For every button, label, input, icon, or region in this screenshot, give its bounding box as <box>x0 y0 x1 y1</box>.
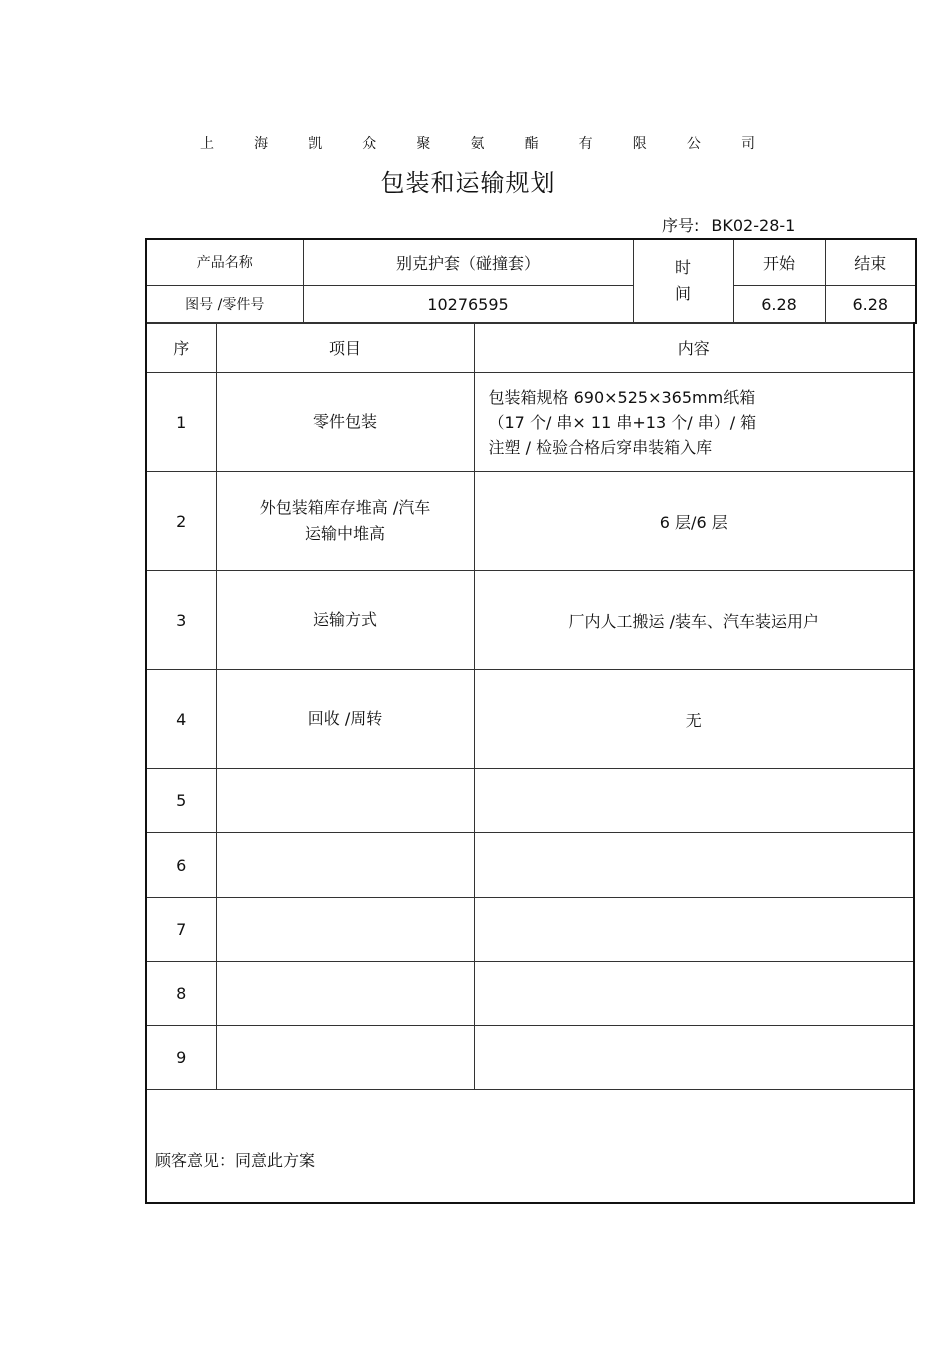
company-char: 司 <box>740 136 755 152</box>
row-content: 无 <box>474 670 914 769</box>
table-row <box>146 898 914 962</box>
row-item <box>216 472 474 571</box>
opinion-row <box>146 1090 914 1203</box>
company-char: 限 <box>632 136 647 152</box>
document-title: 包装和运输规划 <box>380 169 556 197</box>
row-item <box>216 833 474 898</box>
start-date: 6.28 <box>733 285 825 323</box>
row-number: 4 <box>146 670 216 769</box>
table-row <box>146 962 914 1026</box>
column-header-no: 序 <box>146 323 216 373</box>
company-char: 聚 <box>416 136 431 152</box>
row-item <box>216 962 474 1026</box>
row-number: 1 <box>146 373 216 472</box>
company-char: 众 <box>362 136 377 152</box>
row-content <box>474 373 914 472</box>
row-item <box>216 769 474 833</box>
row-item: 回收 /周转 <box>216 670 474 769</box>
company-char: 有 <box>578 136 593 152</box>
serial-value: BK02-28-1 <box>711 216 796 235</box>
table-row <box>146 1026 914 1090</box>
row-content: 厂内人工搬运 /装车、汽车装运用户 <box>474 571 914 670</box>
row-item <box>216 898 474 962</box>
row-number: 6 <box>146 833 216 898</box>
company-char: 海 <box>254 136 269 152</box>
time-label-char: 时 <box>674 258 691 278</box>
row-item-line: 运输中堆高 <box>304 524 385 543</box>
column-header-item: 项目 <box>216 323 474 373</box>
plan-table <box>145 322 915 1204</box>
company-char: 酯 <box>524 136 539 152</box>
table-row <box>146 769 914 833</box>
time-label <box>633 239 733 323</box>
row-content <box>474 1026 914 1090</box>
row-content <box>474 833 914 898</box>
company-char: 氨 <box>470 136 485 152</box>
product-name-label: 产品名称 <box>146 239 303 285</box>
row-content-line: 包装箱规格 690×525×365mm纸箱 <box>488 387 756 407</box>
start-label: 开始 <box>733 239 825 285</box>
row-item <box>216 373 474 472</box>
row-item-line: 外包装箱库存堆高 /汽车 <box>259 498 431 517</box>
table-row <box>146 670 914 769</box>
row-content <box>474 898 914 962</box>
company-char: 上 <box>200 136 214 152</box>
product-name-value: 别克护套（碰撞套） <box>303 239 633 285</box>
row-item-line: 零件包装 <box>312 412 377 431</box>
row-content: 6 层/6 层 <box>474 472 914 571</box>
column-header-content: 内容 <box>474 323 914 373</box>
table-header-row <box>146 323 914 373</box>
row-number: 3 <box>146 571 216 670</box>
table-row <box>146 833 914 898</box>
serial-number <box>662 213 795 236</box>
part-number-value: 10276595 <box>303 285 633 323</box>
row-number: 7 <box>146 898 216 962</box>
header-table <box>145 238 917 324</box>
row-content-line: （17 个/ 串× 11 串+13 个/ 串）/ 箱 <box>488 412 757 432</box>
time-label-char: 间 <box>674 284 691 304</box>
row-content <box>474 962 914 1026</box>
table-row <box>146 373 914 472</box>
part-number-label: 图号 /零件号 <box>146 285 303 323</box>
customer-opinion: 顾客意见：同意此方案 <box>146 1090 914 1203</box>
row-number: 5 <box>146 769 216 833</box>
end-label: 结束 <box>825 239 916 285</box>
company-char: 凯 <box>308 136 323 152</box>
row-item: 运输方式 <box>216 571 474 670</box>
company-char: 公 <box>686 136 701 152</box>
row-number: 2 <box>146 472 216 571</box>
row-number: 8 <box>146 962 216 1026</box>
end-date: 6.28 <box>825 285 916 323</box>
row-item <box>216 1026 474 1090</box>
table-row <box>146 571 914 670</box>
table-row <box>146 472 914 571</box>
row-content <box>474 769 914 833</box>
row-number: 9 <box>146 1026 216 1090</box>
company-name <box>200 133 755 153</box>
row-content-line: 注塑 / 检验合格后穿串装箱入库 <box>488 437 713 457</box>
serial-label: 序号: <box>662 216 700 235</box>
